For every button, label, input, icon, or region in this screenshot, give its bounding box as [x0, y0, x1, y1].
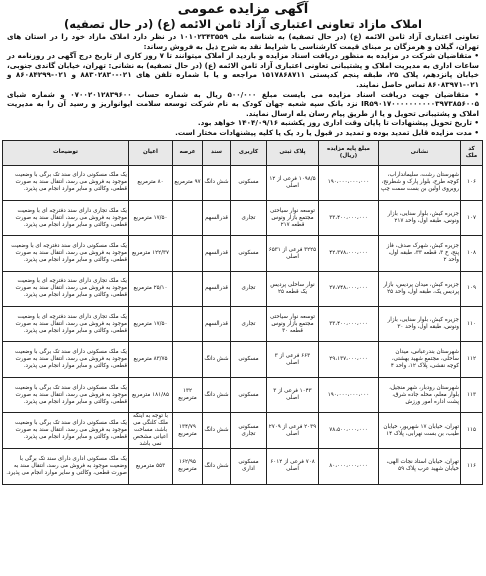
- table-row: [3, 377, 483, 412]
- cell-description: یک ملک تجاری دارای سند دفترچه ای با وضعیت موجود به فروش می رسد، انتقال سند به صورت قطعی، وکالتی و سایر موارد انجام می پذیرد.: [3, 307, 129, 342]
- cell-use: مسکونی: [231, 165, 267, 200]
- cell-building: ۸۰ مترمربع: [129, 165, 173, 200]
- header-price: مبلغ پایه مزایده (ریال): [319, 140, 379, 165]
- cell-address: تهران، خیابان ۱۷ شهریور، خیابان طیب، بن بست نهرابی، پلاک ۱۴: [379, 413, 461, 449]
- cell-price: ۳۳،۴۰۰،۰۰۰،۰۰۰: [319, 307, 379, 342]
- cell-code: ۱۰۶: [461, 165, 483, 200]
- cell-building: ۱۸۱/۸۵ مترمربع: [129, 377, 173, 412]
- cell-land: [173, 271, 203, 306]
- cell-use: مسکونی: [231, 236, 267, 271]
- cell-price: ۳۳،۴۰۰،۰۰۰،۰۰۰: [319, 200, 379, 235]
- cell-code: ۱۱۵: [461, 413, 483, 449]
- cell-land: [173, 200, 203, 235]
- cell-land: [173, 307, 203, 342]
- cell-code: ۱۱۶: [461, 449, 483, 484]
- cell-price: ۷۸،۵۰۰،۰۰۰،۰۰۰: [319, 413, 379, 449]
- cell-code: ۱۰۸: [461, 236, 483, 271]
- cell-address: جزیره کیش، بلوار سنایی، بازار ونوس، طبقه اول، واحد ۳۰: [379, 307, 461, 342]
- cell-deed: قدرالسهم: [203, 307, 231, 342]
- cell-land: [173, 236, 203, 271]
- cell-plate: ۶۶۳ فرعی از ۳ اصلی: [267, 342, 319, 377]
- cell-building: ۱۷/۵۰ مترمربع: [129, 307, 173, 342]
- cell-description: یک ملک مسکونی دارای سند تک برگی با وضعیت موجود به فروش می رسد، انتقال سند به صورت قطعی، وکالتی و سایر موارد انجام می پذیرد.: [3, 377, 129, 412]
- table-row: [3, 236, 483, 271]
- cell-address: تهران، خیابان استاد نجات الهی، خیابان شهید عرب پلاک ۵۹: [379, 449, 461, 484]
- cell-deed: شش دانگ: [203, 377, 231, 412]
- cell-code: ۱۰۹: [461, 271, 483, 306]
- cell-use: مسکونی اداری: [231, 449, 267, 484]
- cell-land: ۱۳۲ مترمربع: [173, 377, 203, 412]
- cell-plate: ۳۲۲۵ فرعی از ۶۵۳۱ اصلی: [267, 236, 319, 271]
- cell-land: [173, 342, 203, 377]
- cell-deed: قدرالسهم: [203, 200, 231, 235]
- table-row: [3, 200, 483, 235]
- cell-deed: شش دانگ: [203, 165, 231, 200]
- cell-price: ۲۹،۱۳۷،۰۰۰،۰۰۰: [319, 342, 379, 377]
- intro-bullet-extension: • مدت مزایده قابل تمدید بوده و تمدید در قبول یا رد یک یا کلیه پیشنهادات مختار است.: [175, 127, 479, 137]
- notice-subtitle: املاک مازاد تعاونی اعتباری آزاد ثامن الائمه (ع) (در حال تصفیه): [64, 17, 422, 31]
- intro-bullet-visit: • متقاضیان شرکت در مزایده به منظور دریافت اسناد مزایده و بازدید از املاک میتوانند تا ۷ روز کاری از تاریخ درج آگهی در روزنامه در ساعات اداری به مدیریت املاک و پشتیبانی تعاونی اعتباری آزاد ثامن الائمه (ع) (در حال تصفیه) به نشانی: تهران، خیابان گاندی جنوبی، خیابان پانزدهم، پلاک ۲۵، طبقه پنجم کدپستی ۱۵۱۷۸۶۸۷۱۱ مراجعه و یا با شماره تلفن های ۰۲۱-۸۸۳۰۲۸۳۰ و ۰۲۱-۸۶۰۸۴۲۹۹ و ۰۲۱-۸۶۰۸۳۹۷۱ تماس حاصل نمایند.: [7, 51, 479, 89]
- cell-price: ۴۲،۳۷۸،۰۰۰،۰۰۰: [319, 236, 379, 271]
- cell-address: شهرستان رودبار، شهر منجیل، بلوار معلم، محله جاده شرق، پشت اداره امور ورزش: [379, 377, 461, 412]
- table-body: [3, 165, 483, 484]
- cell-address: جزیره کیش، شهرک صدف، فاز پنج، خ ۳، قطعه ۳۳، طبقه اول، واحد ۲: [379, 236, 461, 271]
- cell-use: تجاری: [231, 307, 267, 342]
- cell-plate: ۱۰۹۸/۵ فرعی از ۱۲ اصلی: [267, 165, 319, 200]
- intro-bullet-payment: • متقاضیان جهت دریافت اسناد مزایده می بایست مبلغ ۵۰۰/۰۰۰ ریال به شماره حساب ۰۷۰۰۲۰۱۲۸۳۹۶۰۰ و شماره شبای IR۵۹۰۱۷۰۰۰۰۰۰۰۰۰۰۳۹۷۳۸۵۶۰۰۵ نزد بانک سپه شعبه جهان کودک به نام شرکت توسعه سلامت ایوانواریز و رسید آن را به مدیریت املاک و پشتیبانی تحویل و یا از طریق پیام رسان بله ارسال نمایند.: [7, 89, 479, 118]
- cell-description: یک ملک مسکونی دارای سند تک برگی با وضعیت موجود به فروش می رسد، انتقال سند به صورت قطعی، وکالتی و سایر موارد انجام می پذیرد.: [3, 413, 129, 449]
- table-row: [3, 307, 483, 342]
- cell-description: یک ملک تجاری دارای سند دفترچه ای با وضعیت موجود به فروش می رسد، انتقال سند به صورت قطعی، وکالتی و سایر موارد انجام می پذیرد.: [3, 271, 129, 306]
- cell-land: ۹۷ مترمربع: [173, 165, 203, 200]
- table-row: [3, 342, 483, 377]
- cell-description: یک ملک مسکونی دارای سند تک برگی با وضعیت موجود به فروش می رسد، انتقال سند به صورت قطعی، وکالتی و سایر موارد انجام می پذیرد.: [3, 165, 129, 200]
- cell-land: ۱۳۴/۷۹ مترمربع: [173, 413, 203, 449]
- cell-description: یک ملک مسکونی دارای سند دفترچه ای با وضعیت موجود به فروش می رسد، انتقال سند به صورت قطعی، وکالتی و سایر موارد انجام می پذیرد.: [3, 236, 129, 271]
- cell-description: یک ملک مسکونی دارای سند تک برگی با وضعیت موجود به فروش می رسد، انتقال سند به صورت قطعی، وکالتی و سایر موارد انجام می پذیرد.: [3, 342, 129, 377]
- cell-price: ۱۹۰،۰۰۰،۰۰۰،۰۰۰: [319, 377, 379, 412]
- header-deed: سند: [203, 140, 231, 165]
- cell-description: یک ملک مسکونی اداری دارای سند تک برگی با وضعیت موجود به فروش می رسد، انتقال سند به صورت قطعی، وکالتی و سایر موارد انجام می پذیرد.: [3, 449, 129, 484]
- cell-code: ۱۱۲: [461, 342, 483, 377]
- cell-plate: ۱۰۴۳ فرعی از ۳ اصلی: [267, 377, 319, 412]
- cell-price: ۸۰،۰۰۰،۰۰۰،۰۰۰: [319, 449, 379, 484]
- cell-code: ۱۱۳: [461, 377, 483, 412]
- cell-plate: نوار ساحلی پردیس یک قطعه ۲۵: [267, 271, 319, 306]
- cell-building: ۲۵/۱۰ مترمربع: [129, 271, 173, 306]
- header-plate: پلاک ثبتی: [267, 140, 319, 165]
- cell-land: ۱۶۲/۹۵ مترمربع: [173, 449, 203, 484]
- cell-use: تجاری: [231, 271, 267, 306]
- property-table: [2, 140, 483, 485]
- cell-plate: توسعه نوار سیاحتی مجتمع بازار ونوس قطعه ۲۱۷: [267, 200, 319, 235]
- cell-plate: ۲۰۳۹ فرعی از ۲۷۰۹ اصلی: [267, 413, 319, 449]
- cell-plate: ۷۰۸ فرعی از ۶۰۱۲ اصلی: [267, 449, 319, 484]
- cell-building: ۱۷/۵۰ مترمربع: [129, 200, 173, 235]
- cell-building: ۱۲۲/۳۷ مترمربع: [129, 236, 173, 271]
- cell-address: جزیره کیش، میدان پردیس، بازار پردیس یک، طبقه اول، واحد ۲۵: [379, 271, 461, 306]
- table-row: [3, 271, 483, 306]
- cell-deed: شش دانگ: [203, 342, 231, 377]
- cell-deed: قدرالسهم: [203, 236, 231, 271]
- notice-title: آگهی مزایده عمومی: [177, 2, 309, 17]
- header-description: توضیحات: [3, 140, 129, 165]
- table-row: [3, 449, 483, 484]
- cell-description: یک ملک تجاری دارای سند دفترچه ای با وضعیت موجود به فروش می رسد، انتقال سند به صورت قطعی، وکالتی و سایر موارد انجام می پذیرد.: [3, 200, 129, 235]
- cell-use: مسکونی: [231, 342, 267, 377]
- header-address: نشانی: [379, 140, 461, 165]
- cell-address: جزیره کیش، بلوار سنایی، بازار ونوس، طبقه اول، واحد ۲۱۷: [379, 200, 461, 235]
- cell-use: تجاری: [231, 200, 267, 235]
- table-header-row: [3, 140, 483, 165]
- intro-text: [7, 32, 479, 138]
- cell-code: ۱۰۷: [461, 200, 483, 235]
- intro-bullet-deadline: • تاریخ تحویل پیشنهادات تا پایان وقت اداری روز یکشنبه ۱۴۰۴/۰۹/۱۶ خواهد بود.: [197, 118, 479, 128]
- header-land: عرصه: [173, 140, 203, 165]
- cell-building: ۵۵۳ مترمربع: [129, 449, 173, 484]
- cell-price: ۲۷،۷۴۸،۰۰۰،۰۰۰: [319, 271, 379, 306]
- cell-use: مسکونی: [231, 377, 267, 412]
- cell-price: ۱۹۰،۰۰۰،۰۰۰،۰۰۰: [319, 165, 379, 200]
- cell-plate: توسعه نوار سیاحتی مجتمع بازار ونوس قطعه ۳۰: [267, 307, 319, 342]
- header-building: اعیان: [129, 140, 173, 165]
- cell-deed: شش دانگ: [203, 449, 231, 484]
- cell-deed: قدرالسهم: [203, 271, 231, 306]
- cell-address: شهرستان رشت، سلیمانداراب، کوچه طرح، بلوار پارک و شطرنج، روبروی اولین بن بست سمت چپ: [379, 165, 461, 200]
- table-row: [3, 165, 483, 200]
- header-code: کد ملک: [461, 140, 483, 165]
- cell-deed: شش دانگ: [203, 413, 231, 449]
- cell-building: با توجه به اینکه ملک کلنگی می باشد، مساحت اعیانی مشخص نمی باشد: [129, 413, 173, 449]
- intro-paragraph: تعاونی اعتباری آزاد ثامن الائمه (ع) (در حال تصفیه) به شناسه ملی ۱۰۱۰۲۳۴۳۵۵۹ در نظر دارد املاک مازاد خود را در استان های تهران، گیلان و هرمزگان بر مبنای قیمت کارشناسی با شرایط نقد به شرح ذیل به فروش رساند:: [7, 32, 479, 51]
- header-use: کاربری: [231, 140, 267, 165]
- table-row: [3, 413, 483, 449]
- cell-code: ۱۱۰: [461, 307, 483, 342]
- cell-address: شهرستان بندرعباس، میدان ساحلی، مجتمع شهید بهشتی، کوچه نقشی، پلاک ۱۲، واحد ۴: [379, 342, 461, 377]
- cell-use: مسکونی تجاری: [231, 413, 267, 449]
- cell-building: ۸۳/۷۵ مترمربع: [129, 342, 173, 377]
